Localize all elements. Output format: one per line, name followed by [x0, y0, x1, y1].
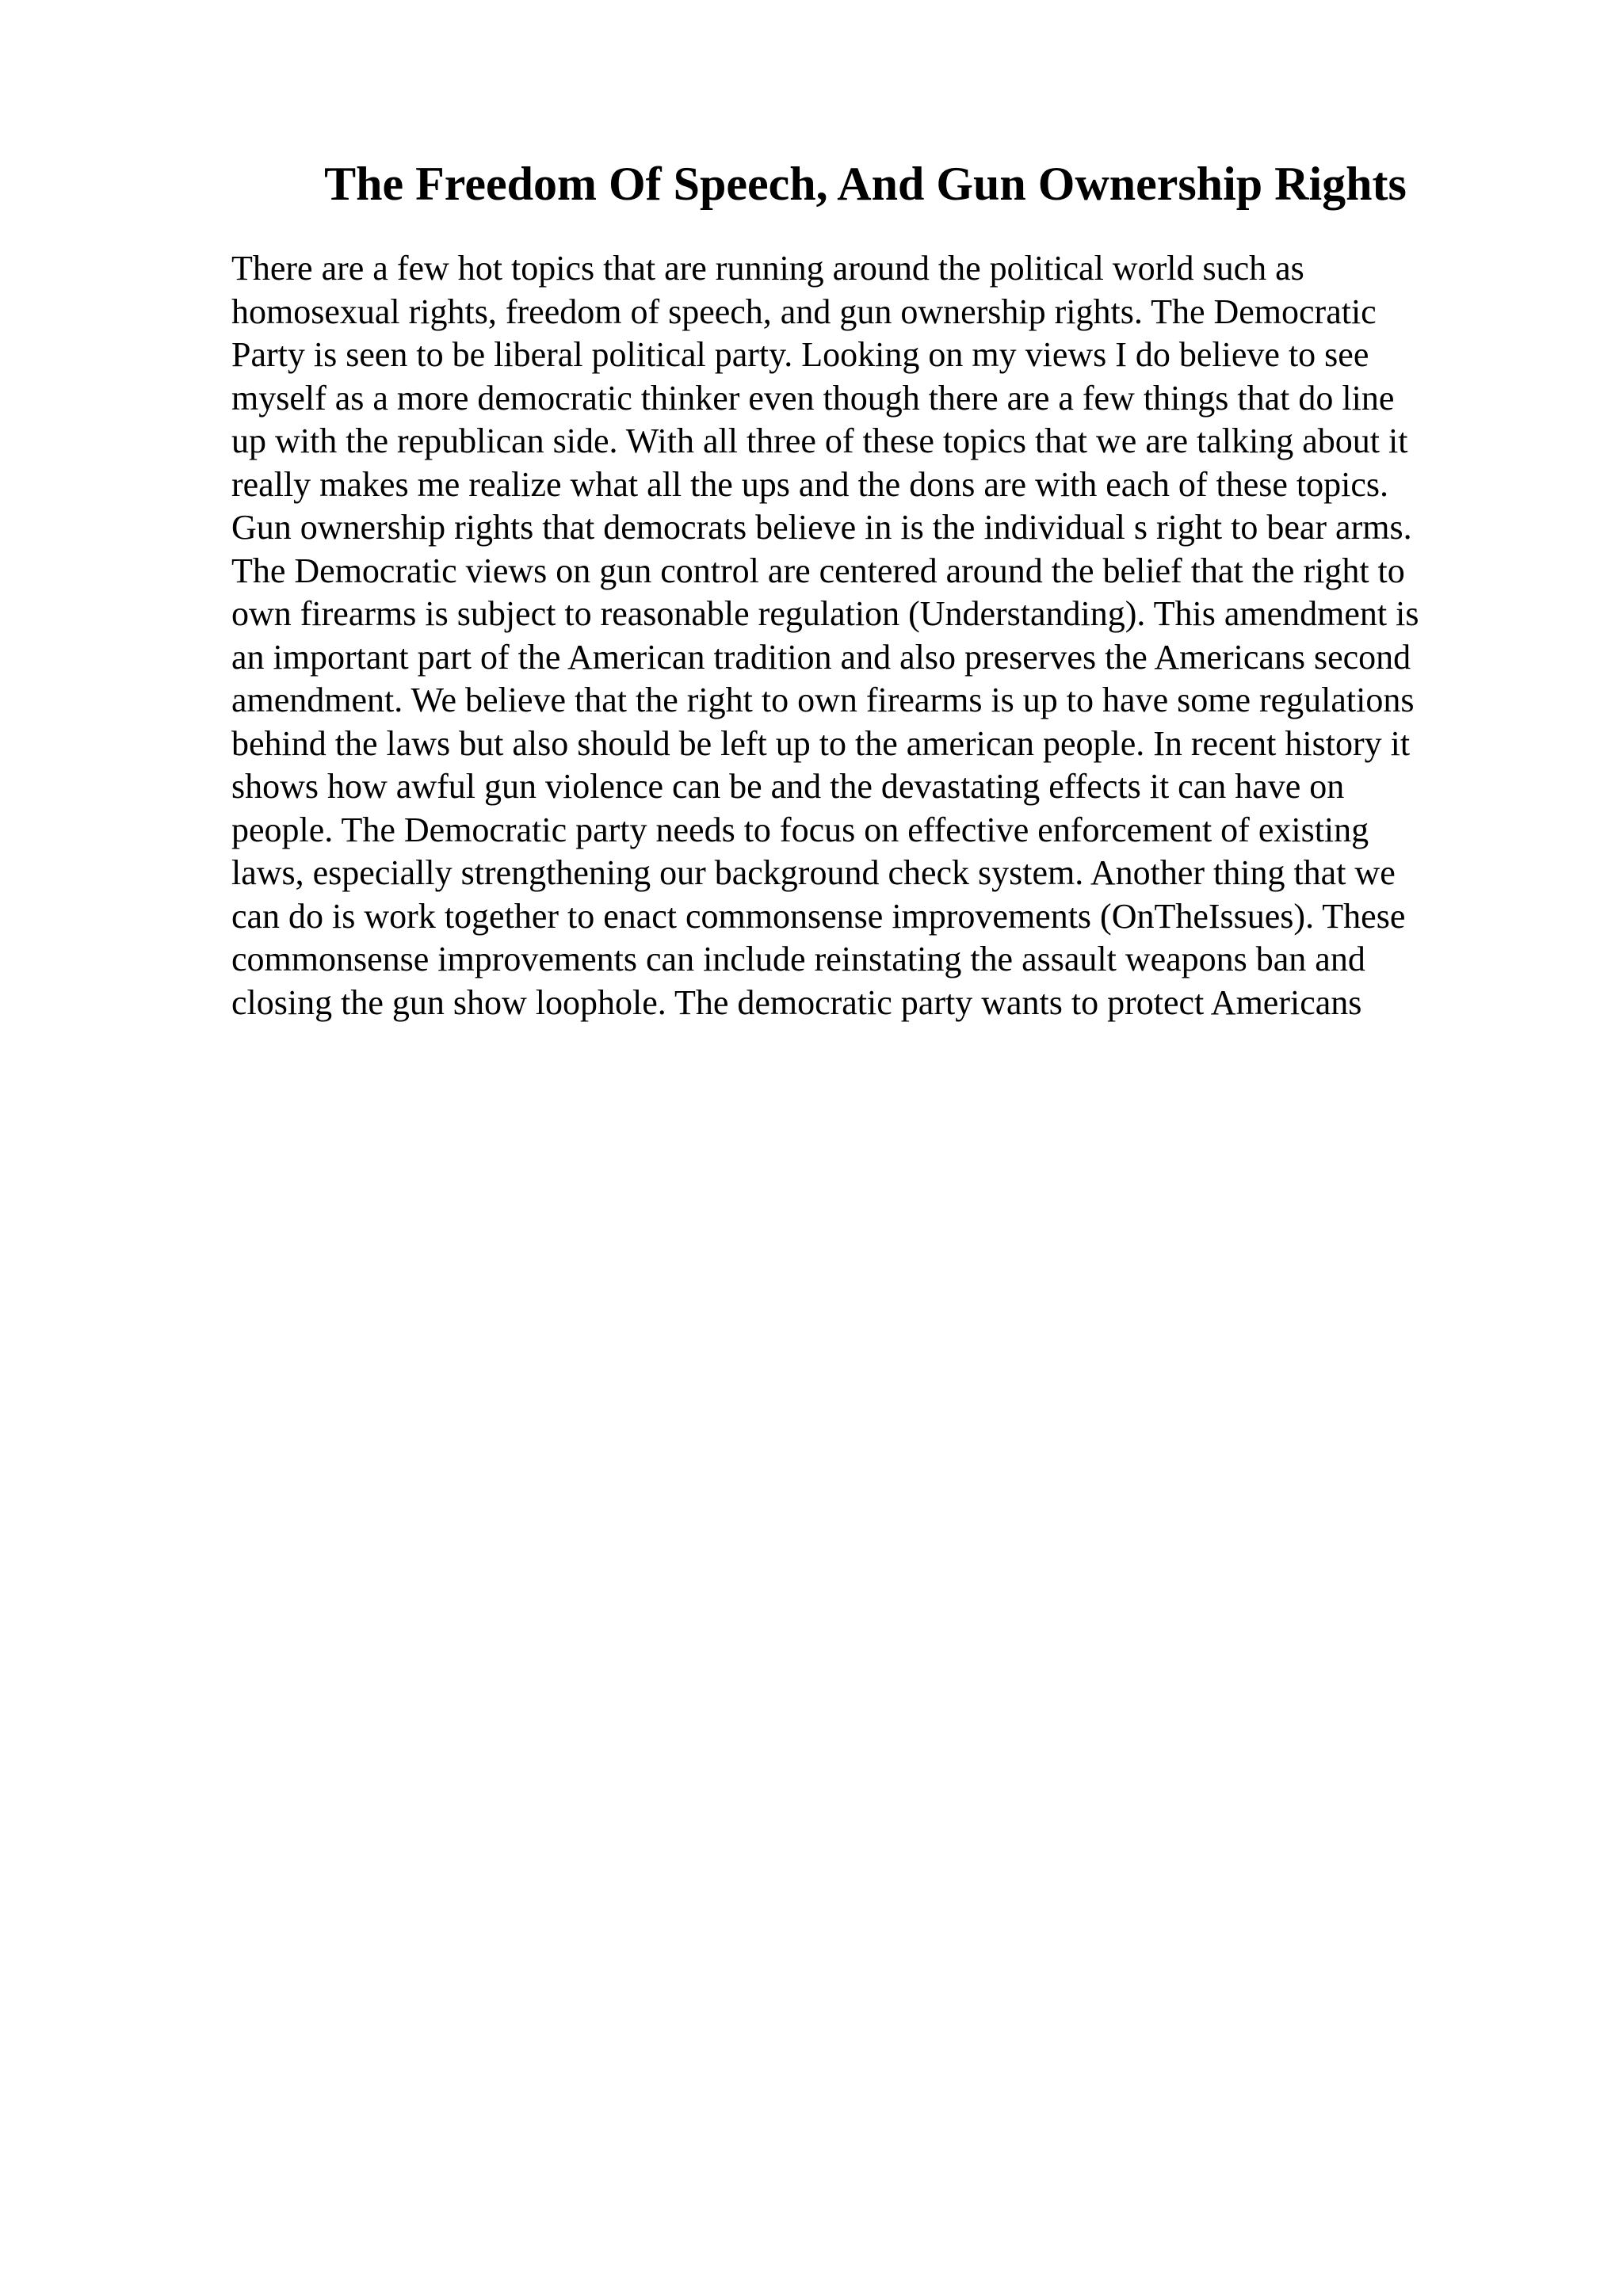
body-line: commonsense improvements can include reinstating the assault weapons ban and	[231, 940, 1365, 978]
body-line: There are a few hot topics that are running around the political world such as	[231, 249, 1304, 288]
body-line: behind the laws but also should be left up to the american people. In recent history it	[231, 723, 1411, 763]
body-line: amendment. We believe that the right to own firearms is up to have some regulations	[231, 681, 1415, 719]
body-line: The Democratic views on gun control are centered around the belief that the right to	[231, 551, 1405, 590]
body-line: shows how awful gun violence can be and the devastating effects it can have on	[231, 767, 1345, 806]
document-body	[231, 247, 1499, 1024]
document-title: The Freedom Of Speech, And Gun Ownership Rights	[324, 158, 1407, 210]
body-line: laws, especially strengthening our background check system. Another thing that we	[231, 853, 1396, 892]
body-line: homosexual rights, freedom of speech, and gun ownership rights. The Democratic	[231, 292, 1377, 331]
body-line: an important part of the American tradition and also preserves the Americans second	[231, 637, 1411, 677]
body-line: Gun ownership rights that democrats believe in is the individual s right to bear arms.	[231, 508, 1412, 547]
body-line: closing the gun show loophole. The democratic party wants to protect Americans	[231, 982, 1362, 1022]
body-line: Party is seen to be liberal political party. Looking on my views I do believe to see	[231, 335, 1369, 374]
body-line: myself as a more democratic thinker even though there are a few things that do line	[231, 378, 1395, 418]
body-line: own firearms is subject to reasonable regulation (Understanding). This amendment is	[231, 594, 1419, 633]
body-line: up with the republican side. With all three of these topics that we are talking about it	[231, 421, 1408, 460]
body-line: can do is work together to enact commonsense improvements (OnTheIssues). These	[231, 896, 1406, 936]
body-line: people. The Democratic party needs to focus on effective enforcement of existing	[231, 810, 1369, 849]
body-line: really makes me realize what all the ups and the dons are with each of these topics.	[231, 464, 1389, 504]
